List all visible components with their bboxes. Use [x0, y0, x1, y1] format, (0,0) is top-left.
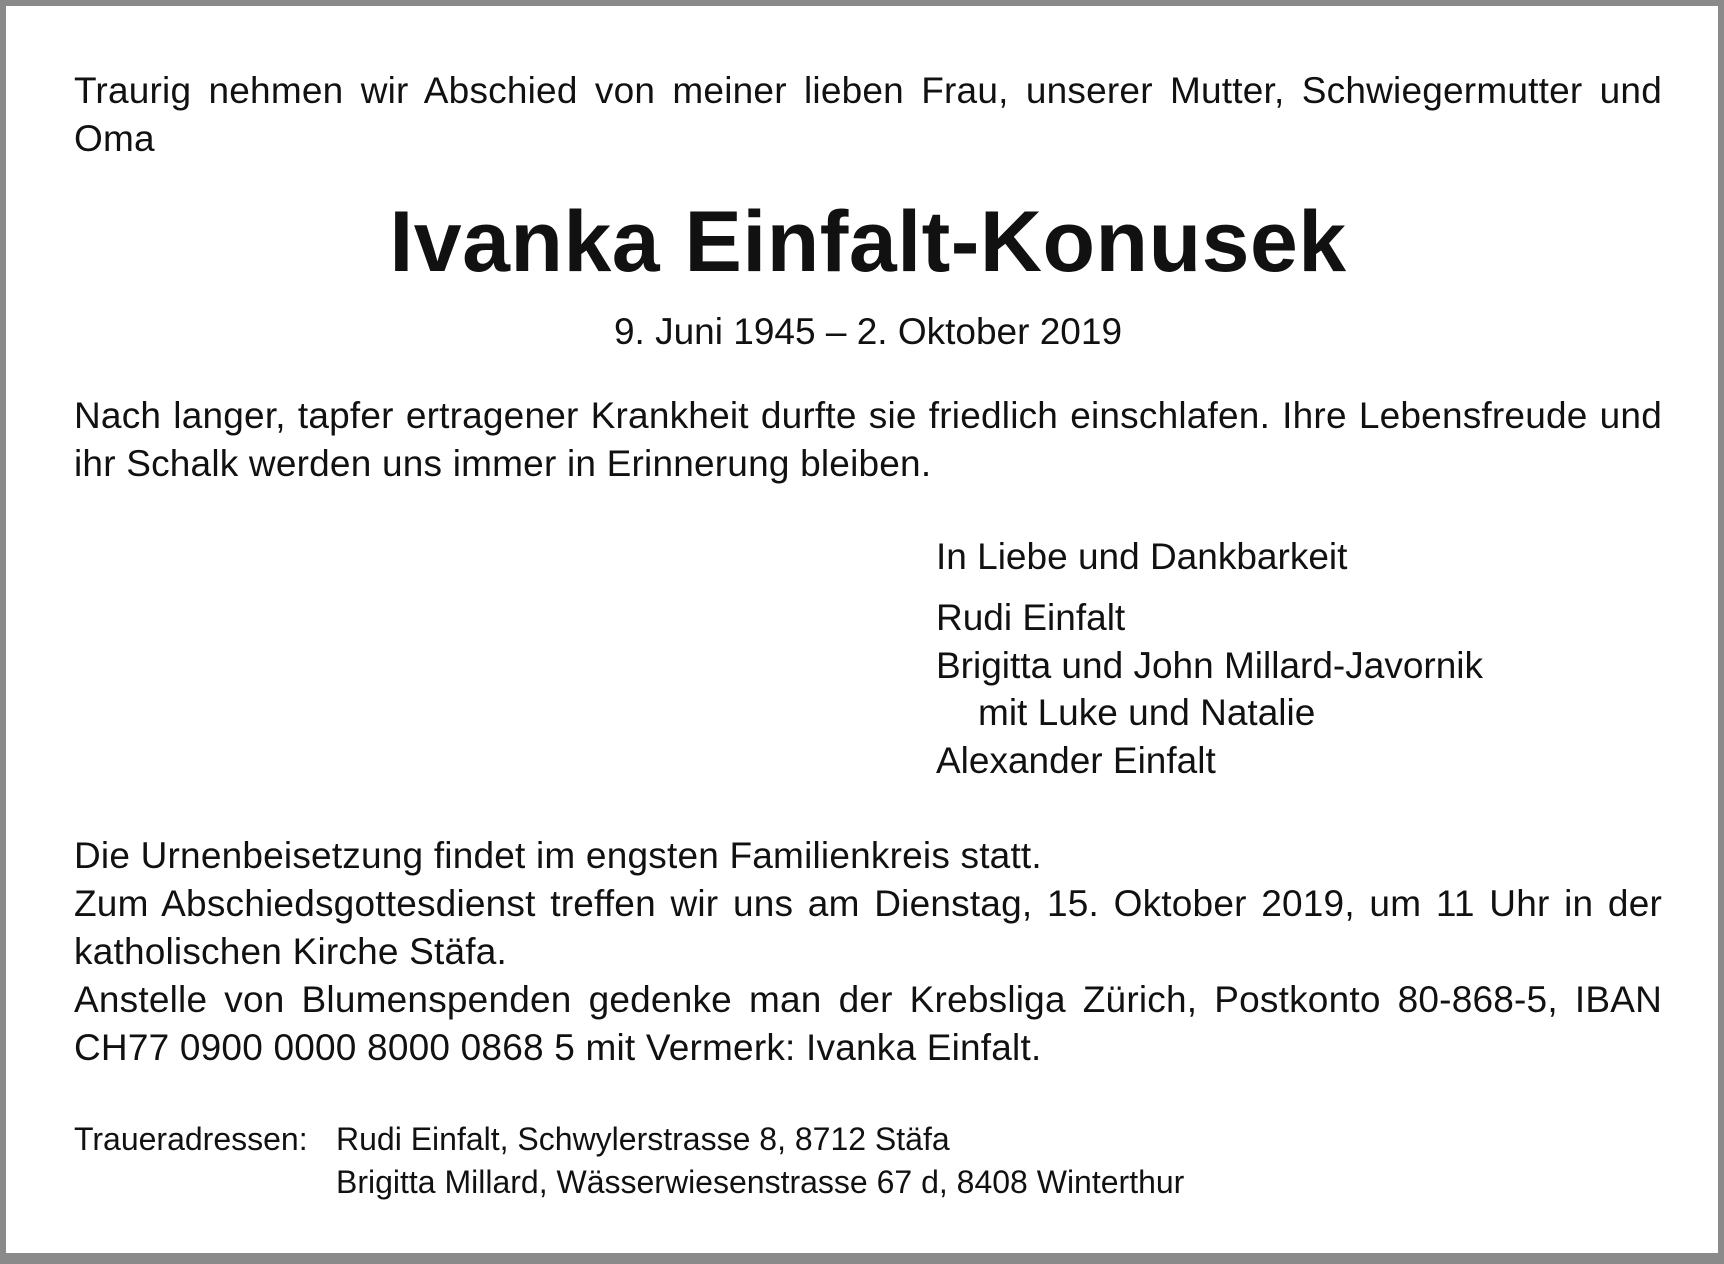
life-dates: 9. Juni 1945 – 2. Oktober 2019 [613, 311, 1123, 352]
burial-info: Die Urnenbeisetzung findet im engsten Familienkreis statt. [74, 835, 1042, 876]
mourning-addresses [74, 1118, 1184, 1204]
closing-phrase: In Liebe und Dankbarkeit [936, 536, 1348, 577]
service-details [74, 832, 1662, 1072]
addresses-label: Traueradressen: [74, 1121, 308, 1157]
address-indent [74, 1161, 336, 1204]
signer-name: Rudi Einfalt [936, 597, 1126, 638]
service-info: Zum Abschiedsgottesdienst treffen wir uns am Dienstag, 15. Oktober 2019, um 11 Uhr in der katholischen Kirche Stäfa. [74, 883, 1662, 972]
signers-list [936, 594, 1483, 784]
memorial-message: Nach langer, tapfer ertragener Krankheit durfte sie friedlich einschlafen. Ihre Lebensfreude und ihr Schalk werden uns immer in Erinnerung bleiben. [74, 395, 1662, 484]
address-line: Rudi Einfalt, Schwylerstrasse 8, 8712 Stäfa [336, 1121, 950, 1157]
donation-info: Anstelle von Blumenspenden gedenke man der Krebsliga Zürich, Postkonto 80-868-5, IBAN CH77 0900 0000 8000 0868 5 mit Vermerk: Ivanka Einfalt. [74, 979, 1662, 1068]
signer-name: mit Luke und Natalie [978, 692, 1316, 733]
signer-name: Brigitta und John Millard-Javornik [936, 644, 1484, 686]
intro-text: Traurig nehmen wir Abschied von meiner lieben Frau, unserer Mutter, Schwiegermutter und Oma [74, 70, 1662, 159]
deceased-name: Ivanka Einfalt-Konusek [389, 194, 1347, 290]
signer-name: Alexander Einfalt [936, 739, 1216, 781]
address-line: Brigitta Millard, Wässerwiesenstrasse 67 d, 8408 Winterthur [336, 1164, 1185, 1200]
